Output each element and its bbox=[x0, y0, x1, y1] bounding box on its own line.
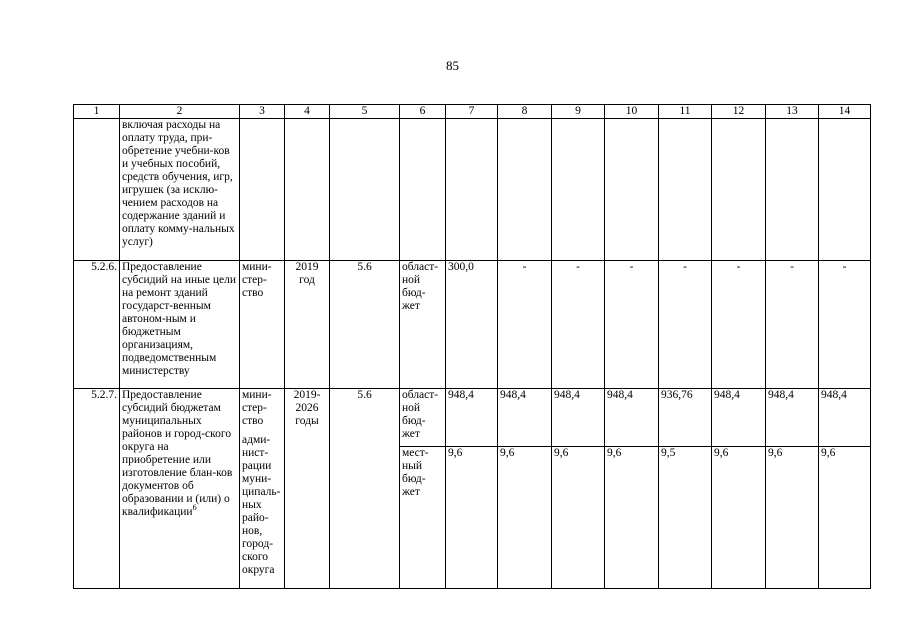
value-cell: 948,4 bbox=[552, 389, 605, 447]
funding-source: област-ной бюд-жет bbox=[400, 261, 446, 389]
measure-name: включая расходы на оплату труда, при-обретение учебни-ков и учебных пособий, средств обучения, игр, игрушек (за исклю-чением расходов на содержание зданий и оплату комму-нальных услуг) bbox=[120, 119, 240, 261]
measure-code: 5.2.7. bbox=[74, 389, 120, 589]
value-cell: 9,6 bbox=[552, 447, 605, 589]
col-header: 9 bbox=[552, 105, 605, 119]
value-cell: 948,4 bbox=[819, 389, 871, 447]
col-header: 7 bbox=[446, 105, 498, 119]
measure-name: Предоставление субсидий на иные цели на ремонт зданий государст-венным автоном-ным и бюджетным организациям, подведомственным министерству bbox=[120, 261, 240, 389]
value-cell: 9,6 bbox=[819, 447, 871, 589]
value-cell: 9,5 bbox=[659, 447, 712, 589]
measure-code: 5.2.6. bbox=[74, 261, 120, 389]
page-number: 85 bbox=[446, 58, 459, 73]
value-cell: - bbox=[766, 261, 819, 389]
value-cell: - bbox=[712, 261, 766, 389]
col-header: 3 bbox=[240, 105, 285, 119]
col-header: 4 bbox=[285, 105, 330, 119]
col-header: 14 bbox=[819, 105, 871, 119]
value-cell: - bbox=[659, 261, 712, 389]
indicator: 5.6 bbox=[330, 389, 400, 589]
col-header: 8 bbox=[498, 105, 552, 119]
col-header: 5 bbox=[330, 105, 400, 119]
col-header: 11 bbox=[659, 105, 712, 119]
executor-1: мини-стер-ство bbox=[242, 389, 272, 427]
table-row-5-2-6 bbox=[74, 261, 871, 389]
measure-name bbox=[120, 389, 240, 589]
value-cell: 948,4 bbox=[446, 389, 498, 447]
col-header: 12 bbox=[712, 105, 766, 119]
column-number-header bbox=[74, 105, 871, 119]
period: 2019-2026 годы bbox=[285, 389, 330, 589]
footnote-mark: 6 bbox=[192, 503, 197, 513]
table-row-5-2-7 bbox=[74, 389, 871, 447]
table-row-continued bbox=[74, 119, 871, 261]
value-cell: - bbox=[498, 261, 552, 389]
col-header: 13 bbox=[766, 105, 819, 119]
value-cell: 9,6 bbox=[766, 447, 819, 589]
value-cell: 300,0 bbox=[446, 261, 498, 389]
value-cell: 9,6 bbox=[446, 447, 498, 589]
executor bbox=[240, 389, 285, 589]
value-cell: 948,4 bbox=[498, 389, 552, 447]
value-cell: 948,4 bbox=[605, 389, 659, 447]
value-cell: 9,6 bbox=[605, 447, 659, 589]
program-table bbox=[73, 104, 871, 589]
value-cell: - bbox=[819, 261, 871, 389]
executor: мини-стер-ство bbox=[240, 261, 285, 389]
indicator: 5.6 bbox=[330, 261, 400, 389]
col-header: 2 bbox=[120, 105, 240, 119]
value-cell: 9,6 bbox=[712, 447, 766, 589]
measure-name-text: Предоставление субсидий бюджетам муниципальных районов и город-ского округа на приобретение или изготовление блан-ков документов об образовании и (или) о квалификации bbox=[122, 389, 233, 518]
value-cell: - bbox=[552, 261, 605, 389]
value-cell: 948,4 bbox=[766, 389, 819, 447]
funding-source: област-ной бюд-жет bbox=[400, 389, 446, 447]
value-cell: 936,76 bbox=[659, 389, 712, 447]
value-cell: - bbox=[605, 261, 659, 389]
period: 2019 год bbox=[285, 261, 330, 389]
col-header: 1 bbox=[74, 105, 120, 119]
value-cell: 948,4 bbox=[712, 389, 766, 447]
col-header: 10 bbox=[605, 105, 659, 119]
value-cell: 9,6 bbox=[498, 447, 552, 589]
executor-2: адми-нист-рации муни-ципаль-ных райо-нов, город-ского округа bbox=[242, 434, 281, 576]
col-header: 6 bbox=[400, 105, 446, 119]
funding-source: мест-ный бюд-жет bbox=[400, 447, 446, 589]
